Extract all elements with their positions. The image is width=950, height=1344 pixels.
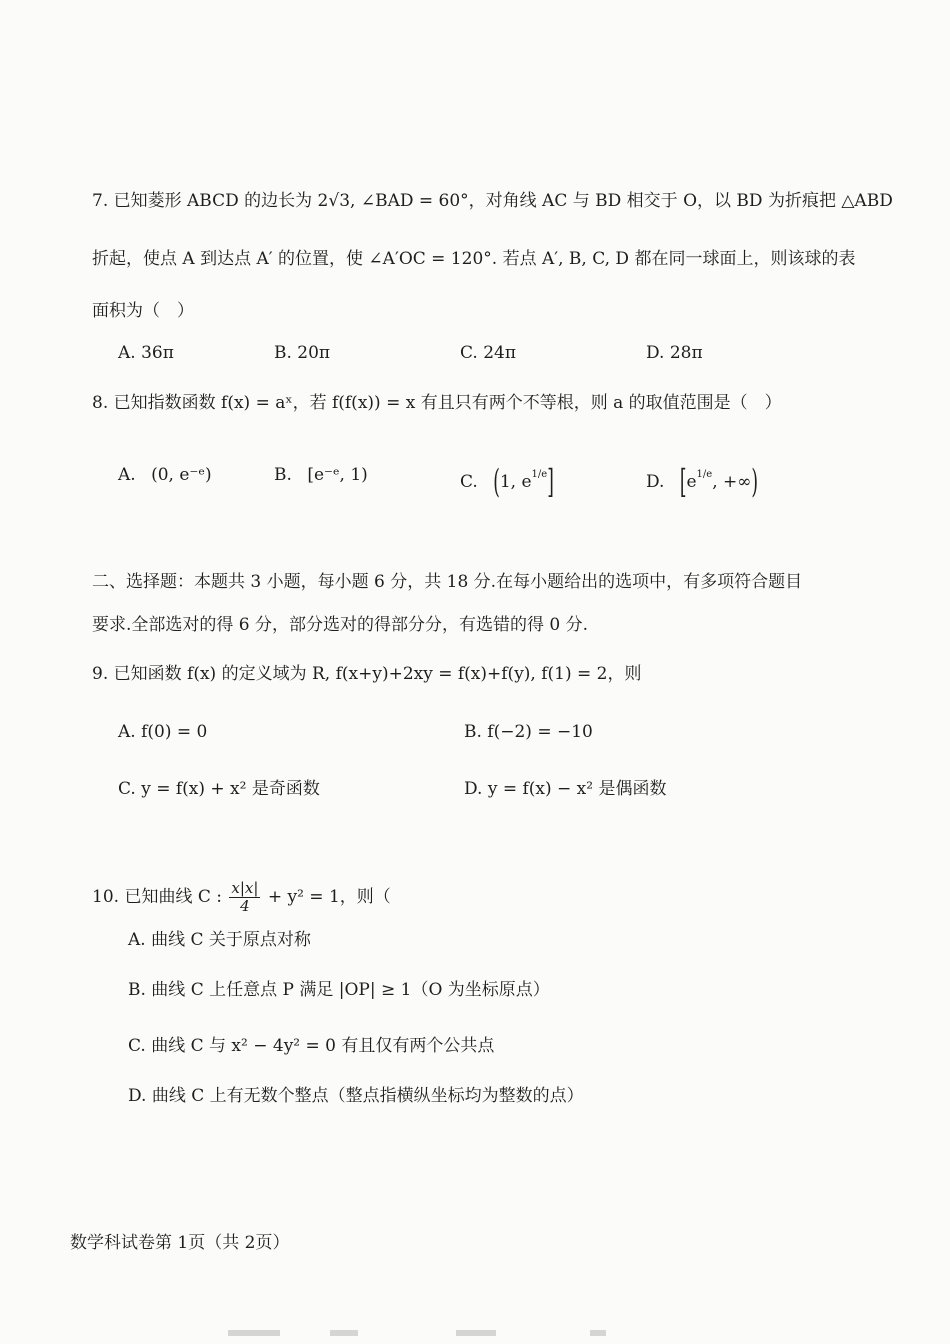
q9-option-c: C. y = f(x) + x² 是奇函数: [118, 779, 320, 799]
q8-stem: 8. 已知指数函数 f(x) = aˣ，若 f(f(x)) = x 有且只有两个不等根，则 a 的取值范围是（ ）: [92, 393, 782, 413]
q9-stem: 9. 已知函数 f(x) 的定义域为 R, f(x+y)+2xy = f(x)+f(y), f(1) = 2，则: [92, 664, 642, 684]
q8-option-d-exponent: 1/e: [696, 469, 713, 480]
scan-artifact: [330, 1330, 358, 1336]
q10-stem-suffix: + y² = 1，则（: [267, 887, 391, 907]
q10-fraction: [229, 880, 260, 915]
q8-option-c-exponent: 1/e: [531, 469, 548, 480]
q10-stem: [92, 880, 391, 915]
q10-stem-prefix: 10. 已知曲线 C :: [92, 887, 222, 907]
q9-option-a: A. f(0) = 0: [118, 722, 208, 742]
q8-option-a-label: A.: [118, 465, 136, 485]
q8-option-c: [460, 463, 554, 502]
q10-fraction-numerator: x|x|: [231, 879, 259, 897]
q8-option-b-body: [e⁻ᵉ, 1): [307, 465, 368, 485]
q8-option-d-base: e: [686, 472, 697, 492]
q7-line-1: 7. 已知菱形 ABCD 的边长为 2√3, ∠BAD = 60°，对角线 AC 与 BD 相交于 O，以 BD 为折痕把 △ABD: [92, 191, 893, 211]
q8-option-d: [646, 463, 759, 502]
q8-option-c-base: 1, e: [499, 472, 532, 492]
q8-option-b: [274, 464, 368, 486]
scan-artifact: [228, 1330, 280, 1336]
q7-line-2: 折起，使点 A 到达点 A′ 的位置，使 ∠A′OC = 120°. 若点 A′, B, C, D 都在同一球面上，则该球的表: [92, 249, 856, 269]
q9-option-d: D. y = f(x) − x² 是偶函数: [464, 779, 667, 799]
left-bracket: [: [679, 463, 687, 502]
q10-option-c: C. 曲线 C 与 x² − 4y² = 0 有且仅有两个公共点: [128, 1036, 495, 1056]
right-paren: ): [751, 463, 759, 502]
q7-option-a: A. 36π: [118, 343, 174, 363]
q8-option-d-label: D.: [646, 472, 665, 492]
q7-option-d: D. 28π: [646, 343, 703, 363]
section2-line-2: 要求.全部选对的得 6 分，部分选对的得部分分，有选错的得 0 分.: [92, 615, 589, 635]
left-paren: (: [493, 463, 500, 502]
right-bracket: ]: [547, 463, 554, 502]
q8-option-b-label: B.: [274, 465, 292, 485]
q9-option-b: B. f(−2) = −10: [464, 722, 593, 742]
q10-option-b: B. 曲线 C 上任意点 P 满足 |OP| ≥ 1（O 为坐标原点）: [128, 980, 550, 1000]
q10-fraction-denominator: 4: [240, 897, 250, 915]
q8-option-d-upper: , +∞: [712, 472, 752, 492]
section2-line-1: 二、选择题：本题共 3 小题，每小题 6 分，共 18 分.在每小题给出的选项中，有多项符合题目: [92, 572, 803, 592]
q8-option-c-label: C.: [460, 472, 478, 492]
q8-option-a-body: (0, e⁻ᵉ): [151, 465, 212, 485]
q7-option-c: C. 24π: [460, 343, 517, 363]
scan-artifact: [590, 1330, 606, 1336]
page-footer: 数学科试卷第 1页（共 2页）: [70, 1233, 290, 1253]
q7-option-b: B. 20π: [274, 343, 331, 363]
scan-artifact: [456, 1330, 496, 1336]
q10-option-a: A. 曲线 C 关于原点对称: [128, 930, 311, 950]
q10-option-d: D. 曲线 C 上有无数个整点（整点指横纵坐标均为整数的点）: [128, 1086, 584, 1106]
q7-line-3: 面积为（ ）: [92, 301, 194, 321]
q8-option-a: [118, 464, 212, 486]
